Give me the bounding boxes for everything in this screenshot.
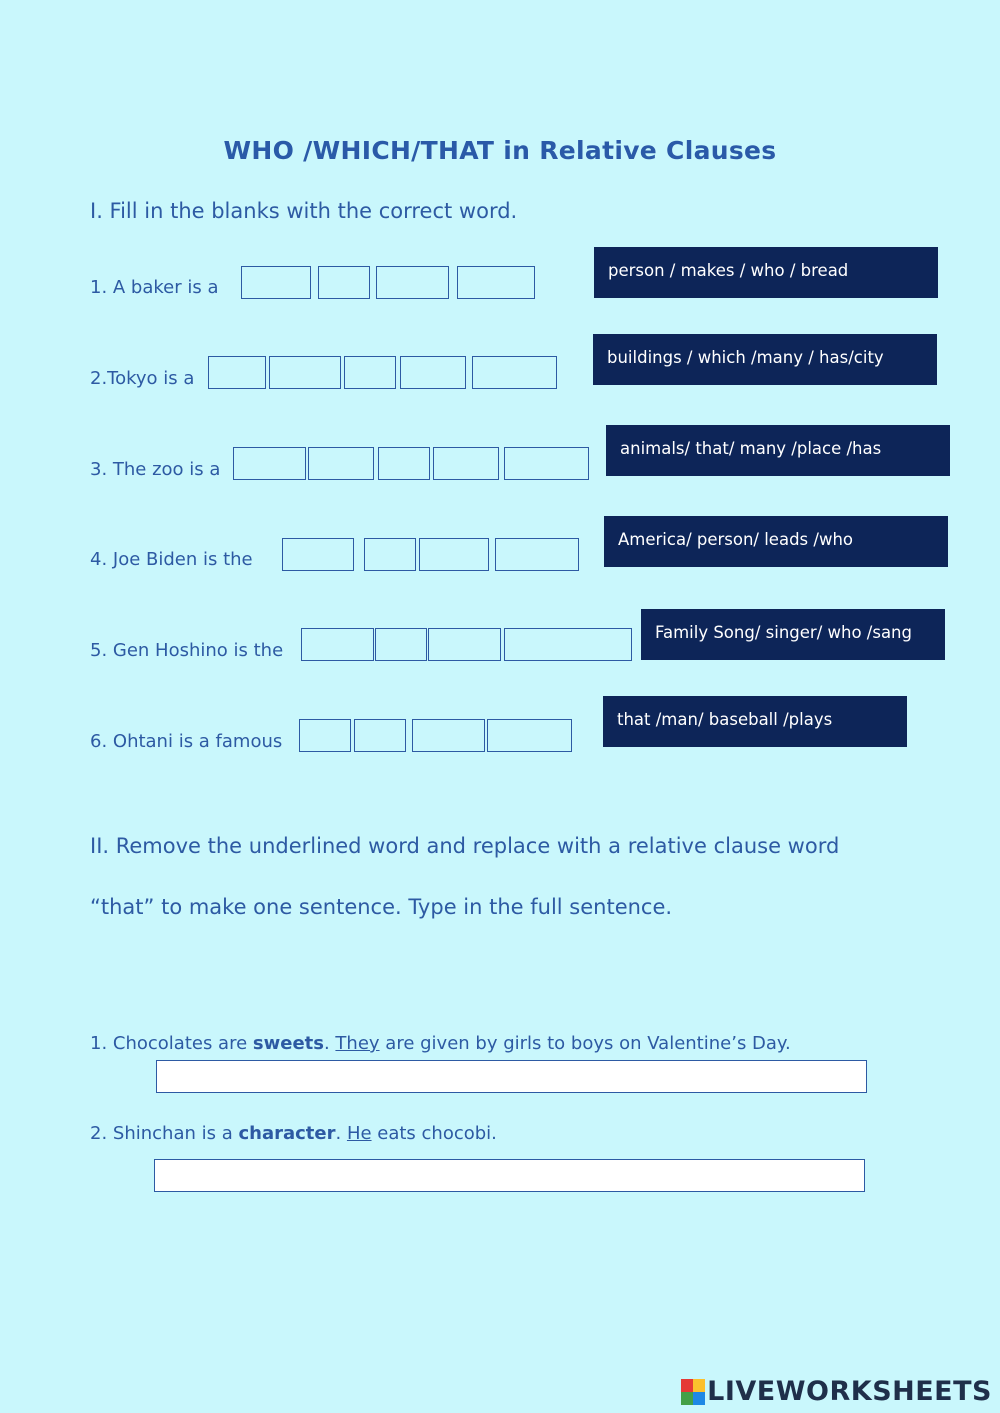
question-5-hint: Family Song/ singer/ who /sang — [641, 609, 945, 660]
s2-q1-answer-field[interactable] — [156, 1060, 867, 1093]
question-4-prompt: 4. Joe Biden is the — [90, 549, 253, 570]
question-6-prompt: 6. Ohtani is a famous — [90, 731, 283, 752]
s2-question-2 — [90, 1123, 497, 1144]
question-1-prompt: 1. A baker is a — [90, 277, 219, 298]
question-2-hint: buildings / which /many / has/city — [593, 334, 937, 385]
q1-blank-1[interactable] — [241, 266, 311, 299]
section2-heading-line2: “that” to make one sentence. Type in the full sentence. — [90, 895, 673, 919]
q2-blank-2[interactable] — [269, 356, 341, 389]
s2-q2-underlined: He — [346, 1123, 372, 1144]
q6-blank-2[interactable] — [354, 719, 406, 752]
q6-blank-1[interactable] — [299, 719, 351, 752]
q6-blank-4[interactable] — [487, 719, 572, 752]
q3-blank-2[interactable] — [308, 447, 374, 480]
question-2-prompt: 2.Tokyo is a — [90, 368, 195, 389]
liveworksheets-logo-icon — [681, 1379, 705, 1405]
q4-blank-4[interactable] — [495, 538, 579, 571]
q3-blank-5[interactable] — [504, 447, 589, 480]
q3-blank-3[interactable] — [378, 447, 430, 480]
q1-blank-3[interactable] — [376, 266, 449, 299]
q1-blank-2[interactable] — [318, 266, 370, 299]
q5-blank-2[interactable] — [375, 628, 427, 661]
s2-q2-pre: 2. Shinchan is a — [90, 1123, 239, 1144]
q2-blank-4[interactable] — [400, 356, 466, 389]
section1-heading: I. Fill in the blanks with the correct word. — [90, 199, 518, 223]
question-4-hint: America/ person/ leads /who — [604, 516, 948, 567]
s2-q1-pre: 1. Chocolates are — [90, 1033, 253, 1054]
q4-blank-2[interactable] — [364, 538, 416, 571]
s2-q1-post: are given by girls to boys on Valentine’s Day. — [379, 1033, 791, 1054]
s2-q2-answer-field[interactable] — [154, 1159, 865, 1192]
question-6-hint: that /man/ baseball /plays — [603, 696, 907, 747]
q4-blank-3[interactable] — [419, 538, 489, 571]
s2-question-1 — [90, 1033, 791, 1054]
page-title: WHO /WHICH/THAT in Relative Clauses — [223, 136, 777, 165]
liveworksheets-logo — [681, 1376, 992, 1407]
q5-blank-1[interactable] — [301, 628, 374, 661]
question-3-prompt: 3. The zoo is a — [90, 459, 221, 480]
section2-heading-line1: II. Remove the underlined word and replace with a relative clause word — [90, 834, 840, 858]
q6-blank-3[interactable] — [412, 719, 485, 752]
question-3-hint: animals/ that/ many /place /has — [606, 425, 950, 476]
s2-q1-bold: sweets — [252, 1033, 324, 1054]
s2-q1-underlined: They — [335, 1033, 380, 1054]
q2-blank-3[interactable] — [344, 356, 396, 389]
q5-blank-4[interactable] — [504, 628, 632, 661]
s2-q2-post: eats chocobi. — [371, 1123, 497, 1144]
q2-blank-5[interactable] — [472, 356, 557, 389]
q4-blank-1[interactable] — [282, 538, 354, 571]
q3-blank-1[interactable] — [233, 447, 306, 480]
question-5-prompt: 5. Gen Hoshino is the — [90, 640, 284, 661]
s2-q2-bold: character — [238, 1123, 336, 1144]
liveworksheets-logo-text: LIVEWORKSHEETS — [707, 1376, 992, 1407]
q1-blank-4[interactable] — [457, 266, 535, 299]
q2-blank-1[interactable] — [208, 356, 266, 389]
s2-q2-mid: . — [335, 1123, 347, 1144]
question-1-hint: person / makes / who / bread — [594, 247, 938, 298]
s2-q1-mid: . — [323, 1033, 336, 1054]
q3-blank-4[interactable] — [433, 447, 499, 480]
q5-blank-3[interactable] — [428, 628, 501, 661]
